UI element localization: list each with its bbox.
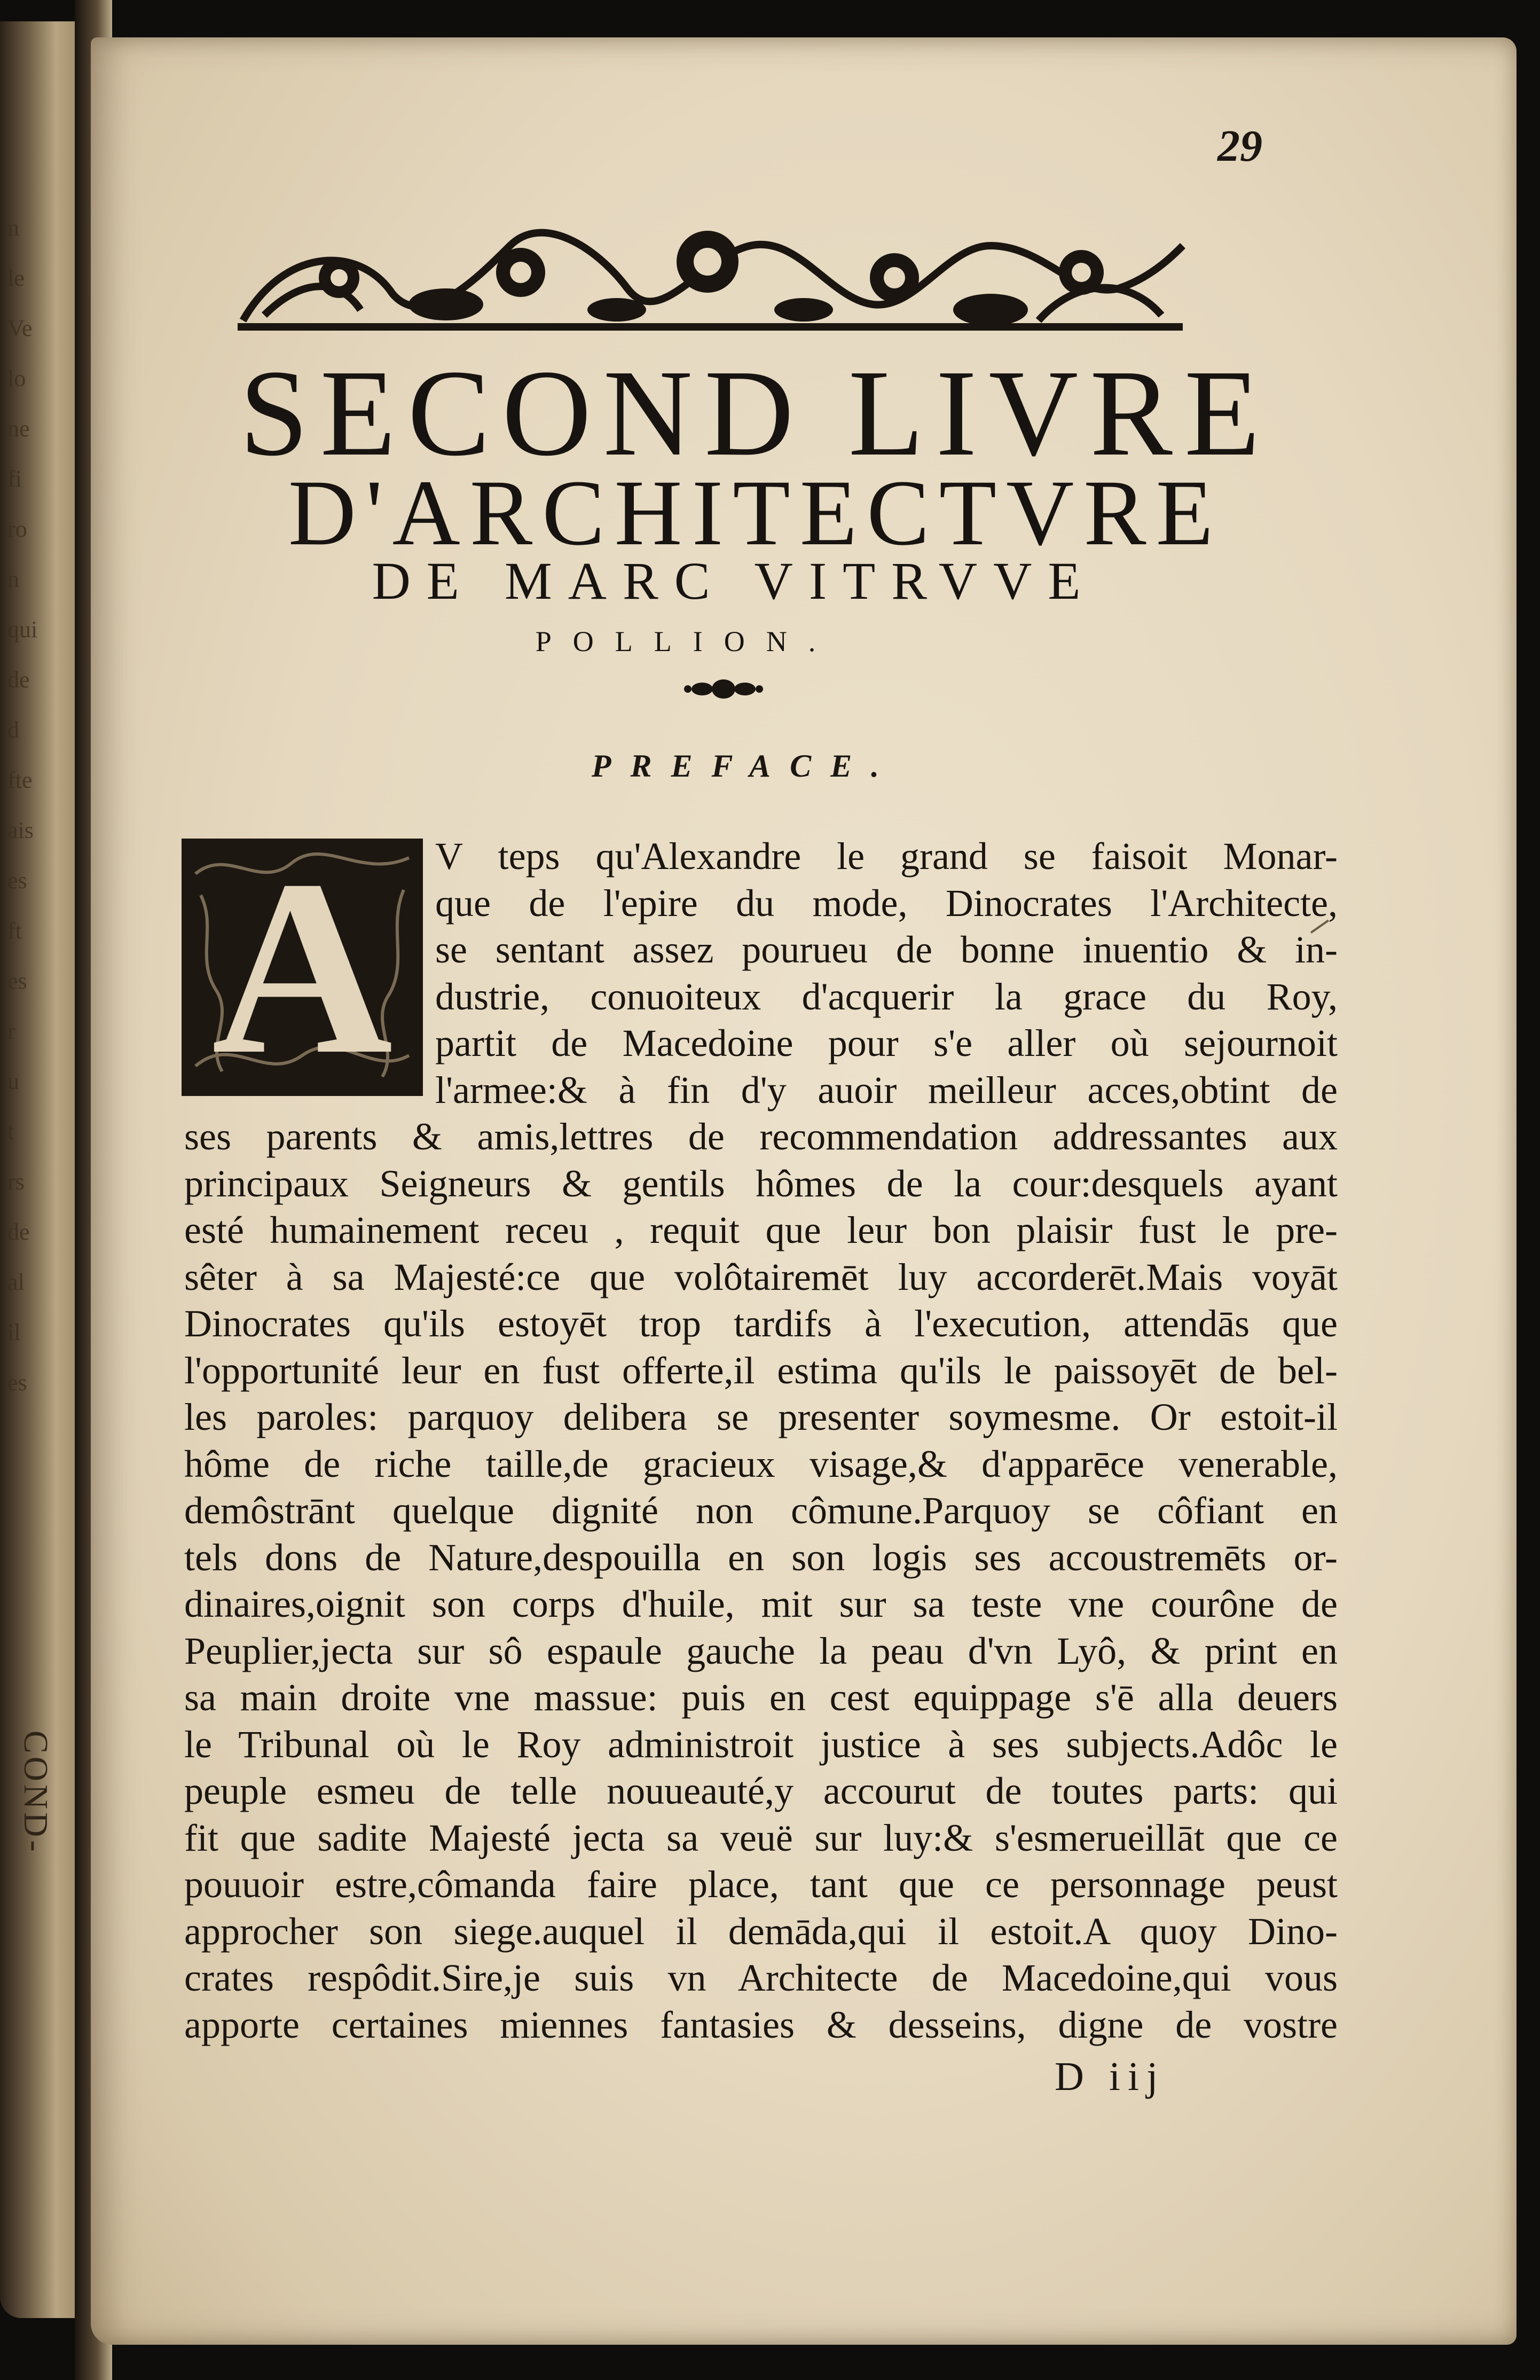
text-line: dustrie, conuoiteux d'acquerir la grace du Roy, (435, 975, 1338, 1018)
folio-number: 29 (1217, 121, 1262, 171)
text-line: demôstrānt quelque dignité non cômune.Parquoy se côfiant en (184, 1489, 1338, 1532)
text-line: Dinocrates qu'ils estoyēt trop tardifs à l'execution, attendās que (184, 1302, 1338, 1345)
text-line: fit que sadite Majesté jecta sa veuë sur luy:& s'esmerueillāt que ce (184, 1816, 1338, 1859)
text-line: esté humainement receu , requit que leur bon plaisir fust le pre- (184, 1209, 1338, 1251)
book-page (91, 37, 1517, 2345)
text-line: hôme de riche taille,de gracieux visage,& d'apparēce venerable, (184, 1442, 1338, 1485)
text-line: l'opportunité leur en fust offerte,il estima qu'ils le paissoyēt de bel- (184, 1349, 1338, 1392)
text-line: l'armee:& à fin d'y auoir meilleur acces,obtint de (435, 1068, 1338, 1111)
text-line: les paroles: parquoy delibera se presenter soymesme. Or estoit-il (184, 1396, 1338, 1438)
text-line: le Tribunal où le Roy administroit justice à ses subjects.Adôc le (184, 1723, 1338, 1766)
text-line: peuple esmeu de telle nouueauté,y accourut de toutes parts: qui (184, 1770, 1338, 1812)
text-line: crates respôdit.Sire,je suis vn Architecte de Macedoine,qui vous (184, 1956, 1338, 1999)
text-line: sa main droite vne massue: puis en cest equippage s'ē alla deuers (184, 1676, 1338, 1719)
title-line-4: POLLION. (535, 625, 837, 657)
fleuron-ornament (683, 670, 764, 708)
text-line: ses parents & amis,lettres de recommendation addressantes aux (184, 1115, 1338, 1158)
text-line: que de l'epire du mode, Dinocrates l'Architecte, (435, 881, 1338, 925)
text-line: dinaires,oignit son corps d'huile, mit sur sa teste vne courône de (184, 1583, 1338, 1625)
initial-letter: A (211, 828, 393, 1106)
section-heading: PREFACE. (591, 748, 899, 784)
ornamental-headpiece (222, 214, 1199, 342)
previous-page-edge (0, 21, 80, 2318)
text-line: apporte certaines miennes fantasies & desseins, digne de vostre (184, 2003, 1338, 2046)
text-line: tels dons de Nature,despouilla en son logis ses accoustremēts or- (184, 1536, 1338, 1579)
text-line: principaux Seigneurs & gentils hômes de la cour:desquels ayant (184, 1162, 1338, 1205)
text-line: sêter à sa Majesté:ce que volôtairemēt luy accorderēt.Mais voyāt (184, 1255, 1338, 1298)
text-line: Peuplier,jecta sur sô espaule gauche la peau d'vn Lyô, & print en (184, 1629, 1338, 1672)
previous-page-catchword: COND- (17, 1731, 55, 1855)
text-line: se sentant assez pourueu de bonne inuentio & in- (435, 928, 1338, 971)
title-line-3: DE MARC VITRVVE (372, 551, 1097, 610)
text-line: pouuoir estre,cômanda faire place, tant que ce personnage peust (184, 1863, 1338, 1906)
text-line: approcher son siege.auquel il demāda,qui il estoit.A quoy Dino- (184, 1909, 1338, 1953)
previous-page-margin-text: n le Ve lo ne fi ro n qui de d fte ais es ft es r u t rs de al il es (7, 215, 38, 1396)
signature-mark: D iij (1055, 2054, 1166, 2099)
title-line-2: D'ARCHITECTVRE (288, 461, 1223, 565)
title-line-1: SECOND LIVRE (239, 345, 1272, 482)
text-line: V teps qu'Alexandre le grand se faisoit Monar- (435, 835, 1338, 878)
text-line: partit de Macedoine pour s'e aller où sejournoit (435, 1022, 1338, 1064)
body-text (184, 828, 1338, 2048)
